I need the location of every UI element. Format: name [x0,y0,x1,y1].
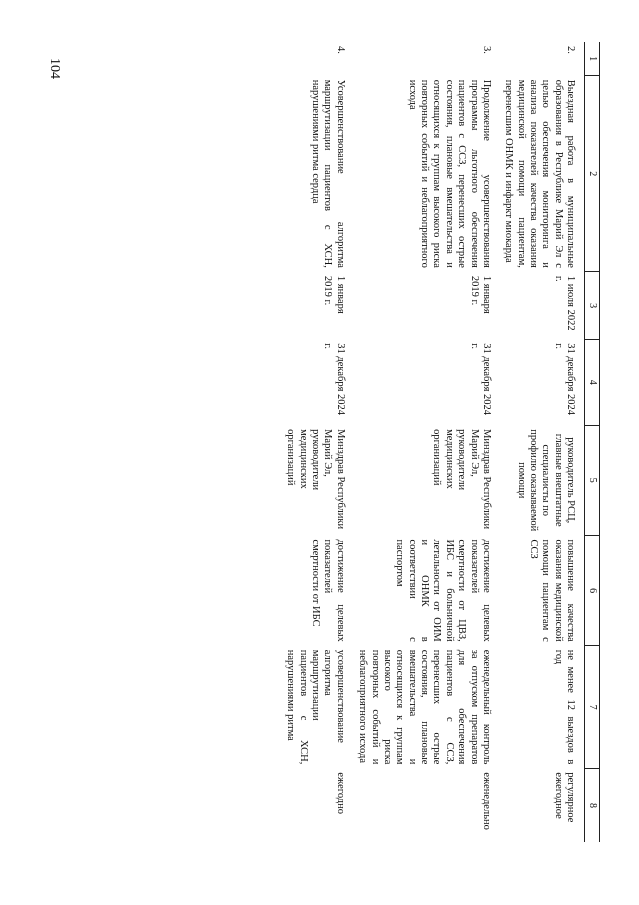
result-cell: повышение качества оказания медицинской помощи пациентам с ССЗ [528,539,577,642]
action-cell: Продолжение усовершенствования программы льготного обеспечения пациентов с ССЗ, перенесших острые состояния, плановые вмешательства и относящихся к группам высокого риска повторных событий и неблагоприятного исхода [406,79,492,268]
column-number-row [585,42,600,842]
end-date-cell: 31 декабря 2024 г. [322,343,346,416]
row-number: 4. [334,46,346,54]
result-cell: достижение целевых показателей смертности от ИБС [310,539,346,642]
start-date-cell: 1 января 2019 г. [468,275,492,314]
indicator-cell: усовершенствование алгоритма маршрутизации пациентов с ХСН, нарушениями ритма [285,649,346,765]
column-number: 3 [585,272,600,339]
column-number: 7 [585,646,600,769]
table-row [282,42,348,842]
frequency-cell: еженедельно [480,772,492,830]
responsible-cell: Минздрав Республики Марий Эл, руководители медицинских организаций [285,429,346,530]
start-date-cell: 1 января 2019 г. [322,275,346,314]
row-number: 2. [565,46,577,54]
column-number: 1 [585,42,600,76]
table-row [500,42,578,842]
frequency-cell: регулярное ежегодное [552,772,577,823]
start-date-cell: 1 июля 2022 г. [552,275,577,331]
action-plan-table [282,42,600,842]
column-number: 5 [585,425,600,535]
indicator-cell: не менее 12 выездов в год [552,649,577,765]
rotated-page [105,42,600,842]
row-number: 3. [480,46,492,54]
column-number: 8 [585,768,600,842]
page-number: 104 [47,58,62,79]
column-number: 4 [585,339,600,425]
responsible-cell: руководитель РСЦ, главные внештатные специалисты по профилю оказываемой помощи [515,429,577,532]
end-date-cell: 31 декабря 2024 г. [552,343,577,416]
result-cell: достижение целевых показателей смертности от ЦВЗ, ИБС и больничной летальности от ОИМ и ОНМК в соответствии с паспортом [394,539,492,642]
frequency-cell: ежегодно [334,772,346,815]
indicator-cell: еженедельный контроль за отпуском препаратов для обеспечения пациентов с ССЗ, перенесших острые состояния, плановые вмешательства и относящихся к группам высокого риска повторных событий и неблагоприятного исхода [357,649,492,765]
table-row [354,42,494,842]
column-number: 6 [585,535,600,645]
column-number: 2 [585,76,600,272]
end-date-cell: 31 декабря 2024 г. [468,343,492,416]
action-cell: Выездная работа в муниципальные образования в Республике Марий Эл с целью обеспечения мониторинга и анализа показателей качества оказания медицинской помощи пациентам, перенесшим ОНМК и инфаркт миокарда [503,79,577,268]
action-cell: Усовершенствование алгоритма маршрутизации пациентов с ХСН, нарушениями ритма сердца [310,79,346,268]
responsible-cell: Минздрав Республики Марий Эл, руководители медицинских организаций [431,429,492,530]
